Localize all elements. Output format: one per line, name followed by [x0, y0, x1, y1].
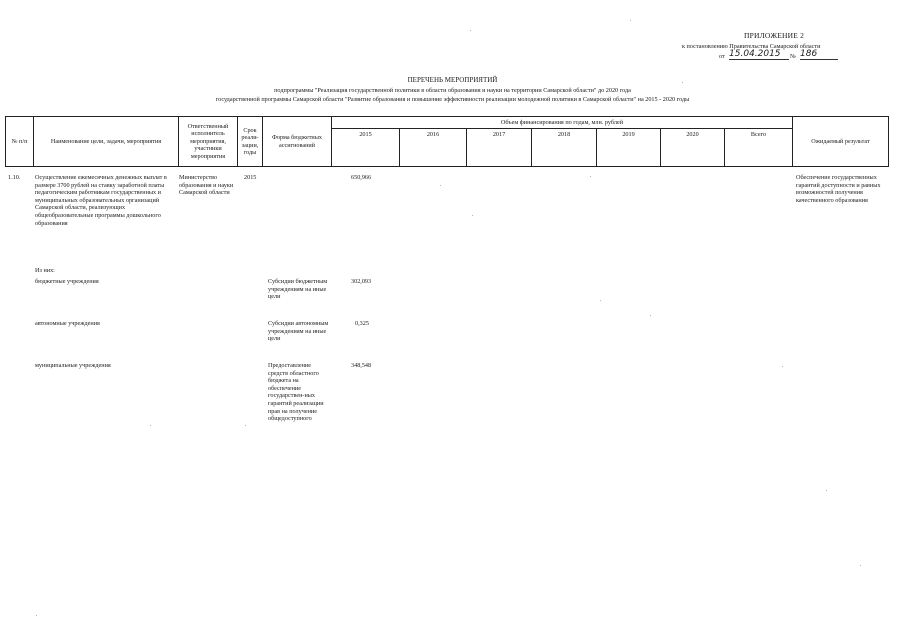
subrow-name-municipal: муниципальные учреждения	[35, 362, 111, 369]
header-name: Наименование цели, задачи, мероприятия	[34, 117, 179, 167]
header-year-2015: 2015	[332, 129, 400, 167]
document-subtitle-2: государственной программы Самарской области "Развитие образования и повышение эффективности реализации молодежной политики в Самарской области" на 2015 - 2020 годы	[215, 96, 690, 103]
appendix-number-label: №	[790, 53, 796, 60]
row-executor: Министерство образования и науки Самарской области	[179, 174, 234, 197]
scan-speck	[36, 615, 37, 616]
header-term: Срок реали-зации, годы	[238, 117, 263, 167]
header-year-total: Всего	[725, 129, 793, 167]
scan-speck	[600, 300, 601, 301]
scan-speck	[150, 425, 151, 426]
header-executor: Ответственный исполнитель мероприятия, участники мероприятия	[179, 117, 238, 167]
row-name: Осуществление ежемесячных денежных выплат в размере 3700 рублей на ставку заработной платы педагогическим работникам государственных и муниципальных образовательных организаций Самарской области, реализующих общеобразовательные программы дошкольного образования	[35, 174, 167, 227]
header-funding: Объем финансирования по годам, млн. рублей	[332, 117, 793, 129]
document-subtitle-1: подпрограммы "Реализация государственной политики в области образования и науки на территории Самарской области" до 2020 года	[274, 87, 631, 94]
subrow-value-municipal: 348,548	[351, 362, 372, 369]
header-year-2016: 2016	[400, 129, 467, 167]
subrow-form-budget: Субсидии бюджетным учреждениям на иные цели	[268, 278, 328, 301]
scan-speck	[245, 425, 246, 426]
subrow-name-budget: бюджетные учреждения	[35, 278, 99, 285]
header-year-2019: 2019	[597, 129, 661, 167]
subrow-form-municipal: Предоставление средств областного бюджета на обеспечение государствен-ных гарантий реализации прав на получение общедоступного	[268, 362, 324, 423]
row-value-2015: 650,966	[351, 174, 372, 181]
subrow-form-autonomous: Субсидии автономным учреждениям на иные цели	[268, 320, 329, 343]
scan-speck	[826, 490, 827, 491]
header-num: № п/п	[6, 117, 34, 167]
row-num: 1.10.	[8, 174, 21, 181]
row-term: 2015	[244, 174, 257, 181]
document-title: ПЕРЕЧЕНЬ МЕРОПРИЯТИЙ	[407, 76, 498, 84]
scan-speck	[630, 20, 631, 21]
appendix-date-label: от	[719, 53, 725, 60]
row-result: Обеспечение государственных гарантий доступности и равных возможностей получения качественного образования	[796, 174, 881, 204]
activities-table-header	[5, 116, 889, 167]
header-year-2017: 2017	[467, 129, 532, 167]
appendix-title: ПРИЛОЖЕНИЕ 2	[744, 31, 805, 40]
subrow-value-autonomous: 0,325	[355, 320, 369, 327]
appendix-decree-line: к постановлению Правительства Самарской области	[682, 43, 821, 50]
scan-speck	[782, 366, 783, 367]
scan-speck	[860, 565, 861, 566]
subrow-name-autonomous: автономные учреждения	[35, 320, 100, 327]
appendix-number-handwritten: 186	[800, 49, 838, 60]
scan-speck	[650, 315, 651, 316]
header-result: Ожидаемый результат	[793, 117, 889, 167]
header-form: Форма бюджетных ассигнований	[263, 117, 332, 167]
scan-speck	[470, 30, 471, 31]
scan-speck	[472, 215, 473, 216]
including-label: Из них:	[35, 267, 55, 274]
appendix-date-handwritten: 15.04.2015	[729, 49, 789, 60]
scan-speck	[440, 185, 441, 186]
scan-speck	[590, 176, 591, 177]
header-year-2020: 2020	[661, 129, 725, 167]
header-year-2018: 2018	[532, 129, 597, 167]
subrow-value-budget: 302,093	[351, 278, 372, 285]
